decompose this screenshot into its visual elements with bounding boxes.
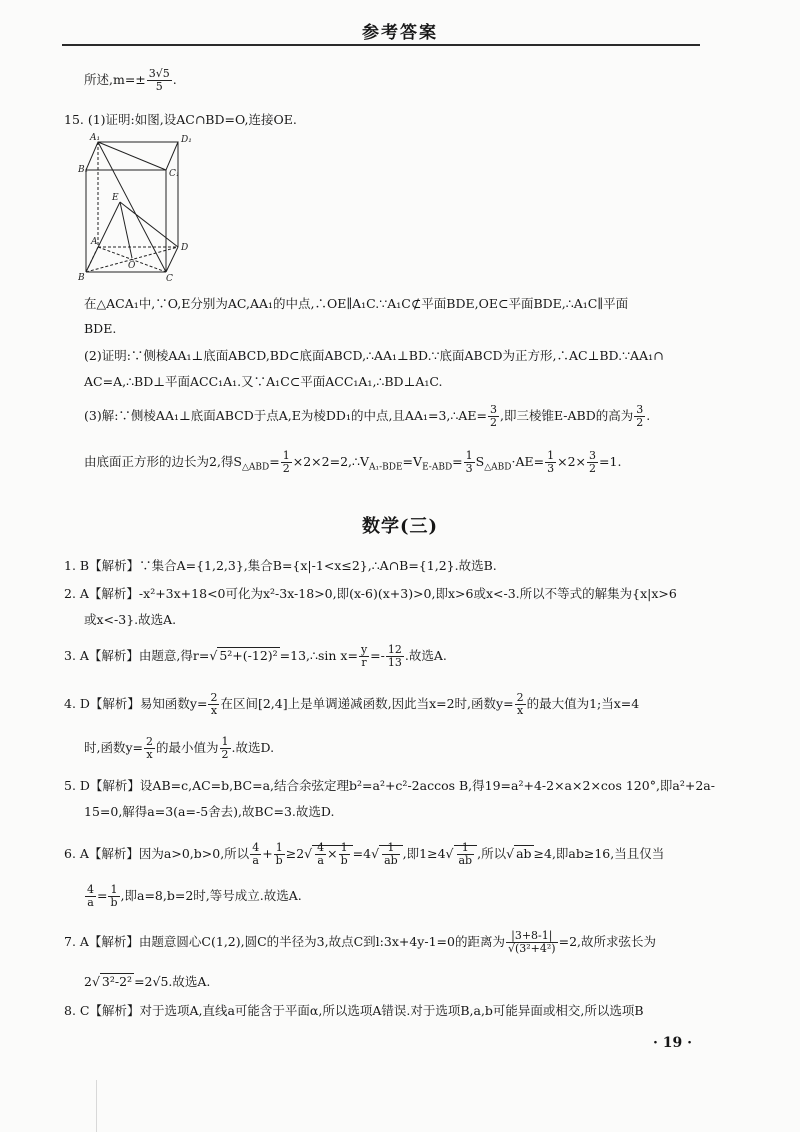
frac-numerator: 2 — [516, 691, 524, 704]
sqrt-radicand — [312, 841, 353, 867]
answer-4-line2 — [84, 736, 274, 761]
frac-numerator: 3 — [589, 449, 597, 462]
sqrt-radicand — [454, 841, 478, 867]
diag-top — [98, 142, 166, 170]
frac-denominator: 2 — [282, 462, 290, 475]
fraction — [359, 644, 369, 669]
frac-denominator: 2 — [489, 416, 497, 429]
text-run: =13,∴sin x= — [279, 648, 358, 663]
sqrt-radicand: ab — [516, 846, 532, 861]
text-run: 2 — [84, 974, 92, 989]
text-run: 6. A【解析】因为a>0,b>0,所以 — [64, 846, 250, 861]
frac-numerator: 4 — [87, 883, 94, 896]
label-a: A — [91, 237, 98, 247]
fraction — [208, 692, 219, 717]
text-run: ≥2 — [285, 846, 305, 861]
label-c: C — [166, 274, 173, 282]
fraction — [506, 930, 558, 955]
text-run: =- — [370, 648, 385, 663]
answer-7-line1 — [64, 930, 656, 955]
answer-6-line1: 6. A【解析】因为a>0,b>0,所以 $\frac{4}{a}$ + $\frac{1}{b}$ ≥2√ $\frac{4}{a}$ × $\frac{1}{b}$ =4√ $\frac{1}{ab}$ ,即1≥4√ $\frac{1}{ab}$ ,所以√ ab ≥4,即ab≥16,当且仅当 — [64, 841, 665, 867]
text-run: = — [97, 888, 108, 903]
fraction — [382, 842, 400, 867]
subscript: △ABD — [484, 462, 512, 473]
q15-part2-line2: AC=A,∴BD⊥平面ACC₁A₁.又∵A₁C⊂平面ACC₁A₁,∴BD⊥A₁C. — [84, 374, 443, 389]
sqrt-radicand: 5²+(-12)² — [219, 648, 278, 663]
fraction — [339, 842, 350, 867]
text-run: 在区间[2,4]上是单调递减函数,因此当x=2时,函数y= — [220, 696, 514, 711]
frac-numerator: 3√5 — [148, 67, 170, 80]
frac-numerator: 4 — [252, 841, 260, 854]
fraction — [85, 884, 96, 909]
frac-denominator: 3 — [465, 462, 473, 475]
text-run: .故选D. — [231, 740, 275, 755]
frac-numerator: 3 — [636, 403, 644, 416]
sqrt-radicand — [379, 841, 403, 867]
subscript: A₁-BDE — [368, 462, 403, 473]
frac-numerator: 1 — [457, 842, 475, 855]
text-run: ≥4,即ab≥16,当且仅当 — [533, 846, 665, 861]
label-e: E — [112, 193, 119, 203]
answer-2-line1: 2. A【解析】-x²+3x+18<0可化为x²-3x-18>0,即(x-6)(x+3)>0,即x>6或x<-3.所以不等式的解集为{x|x>6 — [64, 586, 677, 601]
q15-part1-line2: BDE. — [84, 321, 117, 336]
text-run: ×2×2=2,∴V — [292, 454, 369, 469]
answer-4-line1 — [64, 692, 639, 717]
subscript: E-ABD — [422, 462, 453, 473]
page-header-title: 参考答案 — [362, 23, 438, 43]
frac-numerator: 2 — [210, 691, 218, 704]
text-run: ,即a=8,b=2时,等号成立.故选A. — [120, 888, 302, 903]
answer-3: 3. A【解析】由题意,得r=√ 5²+(-12)² =13,∴sin x= $\frac{y}{r}$ =- $\frac{12}{13}$ .故选A. — [64, 643, 447, 669]
label-a1: A₁ — [90, 133, 101, 143]
prev-conclusion: 所述,m=± $\frac{3√5}{5}$ . — [84, 67, 177, 93]
text-run: . — [646, 408, 651, 423]
prev-conclusion-prefix: 所述,m=± — [84, 72, 146, 87]
frac-denominator: √(3²+4²) — [507, 942, 556, 955]
frac-denominator: r — [361, 656, 367, 669]
fraction — [545, 450, 556, 475]
page-number: · 19 · — [653, 1035, 692, 1051]
text-run: 4. D【解析】易知函数y= — [64, 696, 208, 711]
text-run: .故选A. — [404, 648, 447, 663]
fraction — [144, 736, 155, 761]
frac-numerator: 1 — [108, 884, 119, 897]
frac-denominator: x — [210, 704, 218, 717]
fraction — [386, 644, 404, 669]
label-o: O — [128, 261, 136, 271]
frac-numerator: 4 — [317, 841, 325, 854]
sqrt-radicand: 3²-2² — [101, 974, 133, 989]
frac-denominator: a — [87, 896, 94, 909]
text-run: =1. — [599, 454, 622, 469]
frac-denominator: ab — [384, 854, 398, 867]
q15-part3-line2 — [84, 450, 621, 478]
frac-denominator: a — [317, 854, 324, 867]
subscript: △ABD — [242, 462, 270, 473]
text-run: 由底面正方形的边长为2,得S — [84, 454, 242, 469]
answer-7-line2: 2√ 3²-2² =2√5.故选A. — [84, 974, 211, 989]
answer-2-line2: 或x<-3}.故选A. — [84, 612, 177, 627]
frac-denominator: a — [252, 854, 259, 867]
frac-denominator: 2 — [636, 416, 644, 429]
frac-numerator: 1 — [339, 842, 350, 855]
label-d: D — [181, 243, 189, 253]
text-run: ×2× — [557, 454, 587, 469]
header-rule — [62, 44, 700, 46]
fraction — [274, 842, 285, 867]
text-run: = — [269, 454, 280, 469]
frac-denominator: x — [146, 748, 153, 761]
fraction — [108, 884, 119, 909]
frac-numerator: 3 — [489, 403, 497, 416]
prev-fraction — [147, 68, 172, 93]
label-b1: B₁ — [78, 165, 89, 175]
text-run: =2,故所求弦长为 — [558, 934, 657, 949]
frac-denominator: 13 — [387, 656, 402, 669]
frac-numerator: 1 — [274, 842, 285, 855]
fraction — [281, 450, 292, 475]
q15-part2-line1: (2)证明:∵侧棱AA₁⊥底面ABCD,BD⊂底面ABCD,∴AA₁⊥BD.∵底面ABCD为正方形,∴AC⊥BD.∵AA₁∩ — [84, 348, 664, 363]
text-run: + — [262, 846, 273, 861]
frac-numerator: 1 — [221, 735, 229, 748]
text-run: 的最大值为1;当x=4 — [526, 696, 640, 711]
frac-numerator: 12 — [387, 643, 402, 656]
text-run: 时,函数y= — [84, 740, 144, 755]
frac-denominator: b — [110, 896, 118, 909]
diag-a1c — [98, 142, 166, 272]
frac-denominator: b — [275, 854, 283, 867]
text-run: S — [475, 454, 485, 469]
frac-denominator: 2 — [589, 462, 597, 475]
text-run: ,即1≥4 — [402, 846, 446, 861]
fraction — [515, 692, 526, 717]
answer-5-line2: 15=0,解得a=3(a=-5舍去),故BC=3.故选D. — [84, 804, 335, 819]
frac-numerator: y — [360, 643, 368, 656]
label-b: B — [78, 273, 85, 282]
fraction — [220, 736, 231, 761]
answer-6-line2 — [84, 884, 302, 909]
text-run: =4 — [352, 846, 372, 861]
section-title: 数学(三) — [361, 516, 439, 537]
answer-5-line1: 5. D【解析】设AB=c,AC=b,BC=a,结合余弦定理b²=a²+c²-2accos B,得19=a²+4-2×a×2×cos 120°,即a²+2a- — [64, 778, 715, 793]
text-run: =V — [402, 454, 423, 469]
answer-8-line1: 8. C【解析】对于选项A,直线a可能含于平面α,所以选项A错误.对于选项B,a,b可能异面或相交,所以选项B — [64, 1003, 644, 1018]
text-run: ,即三棱锥E-ABD的高为 — [499, 408, 634, 423]
fraction — [587, 450, 598, 475]
text-run: 7. A【解析】由题意圆心C(1,2),圆C的半径为3,故点C到l:3x+4y-1=0的距离为 — [64, 934, 505, 949]
fraction — [464, 450, 475, 475]
margin-line — [96, 1080, 97, 1132]
answer-1: 1. B【解析】∵集合A={1,2,3},集合B={x|-1<x≤2},∴A∩B={1,2}.故选B. — [64, 558, 497, 573]
fraction — [488, 404, 499, 429]
frac-denominator: x — [516, 704, 524, 717]
frac-numerator: 2 — [146, 735, 154, 748]
prism-figure — [78, 132, 208, 282]
frac-numerator: 1 — [382, 842, 400, 855]
fraction — [457, 842, 475, 867]
label-d1: D₁ — [181, 135, 192, 145]
fraction — [315, 842, 326, 867]
frac-denominator: ab — [458, 854, 473, 867]
text-run: = — [452, 454, 463, 469]
text-run: × — [327, 846, 338, 861]
frac-numerator: 1 — [547, 449, 555, 462]
label-c1: C₁ — [169, 169, 180, 179]
frac-numerator: 1 — [282, 449, 290, 462]
text-run: ,所以 — [477, 846, 507, 861]
text-run: (3)解:∵侧棱AA₁⊥底面ABCD于点A,E为棱DD₁的中点,且AA₁=3,∴AE= — [84, 408, 487, 423]
text-run: 的最小值为 — [156, 740, 219, 755]
text-run: ·AE= — [511, 454, 545, 469]
frac-numerator: 1 — [465, 449, 473, 462]
fraction — [250, 842, 261, 867]
frac-denominator: 3 — [547, 462, 555, 475]
text-run: =2√5.故选A. — [134, 974, 211, 989]
text-run: 3. A【解析】由题意,得r= — [64, 648, 210, 663]
frac-denominator: 5 — [155, 80, 163, 93]
frac-denominator: b — [340, 854, 348, 867]
q15-part1-intro: 15. (1)证明:如图,设AC∩BD=O,连接OE. — [64, 112, 297, 127]
q15-part3-line1 — [84, 404, 650, 429]
frac-denominator: 2 — [221, 748, 229, 761]
q15-part1-line1: 在△ACA₁中,∵O,E分别为AC,AA₁的中点,∴OE∥A₁C.∵A₁C⊄平面BDE,OE⊂平面BDE,∴A₁C∥平面 — [84, 296, 629, 311]
frac-numerator: |3+8-1| — [506, 930, 558, 943]
fraction — [634, 404, 645, 429]
edge-cd — [166, 247, 178, 272]
